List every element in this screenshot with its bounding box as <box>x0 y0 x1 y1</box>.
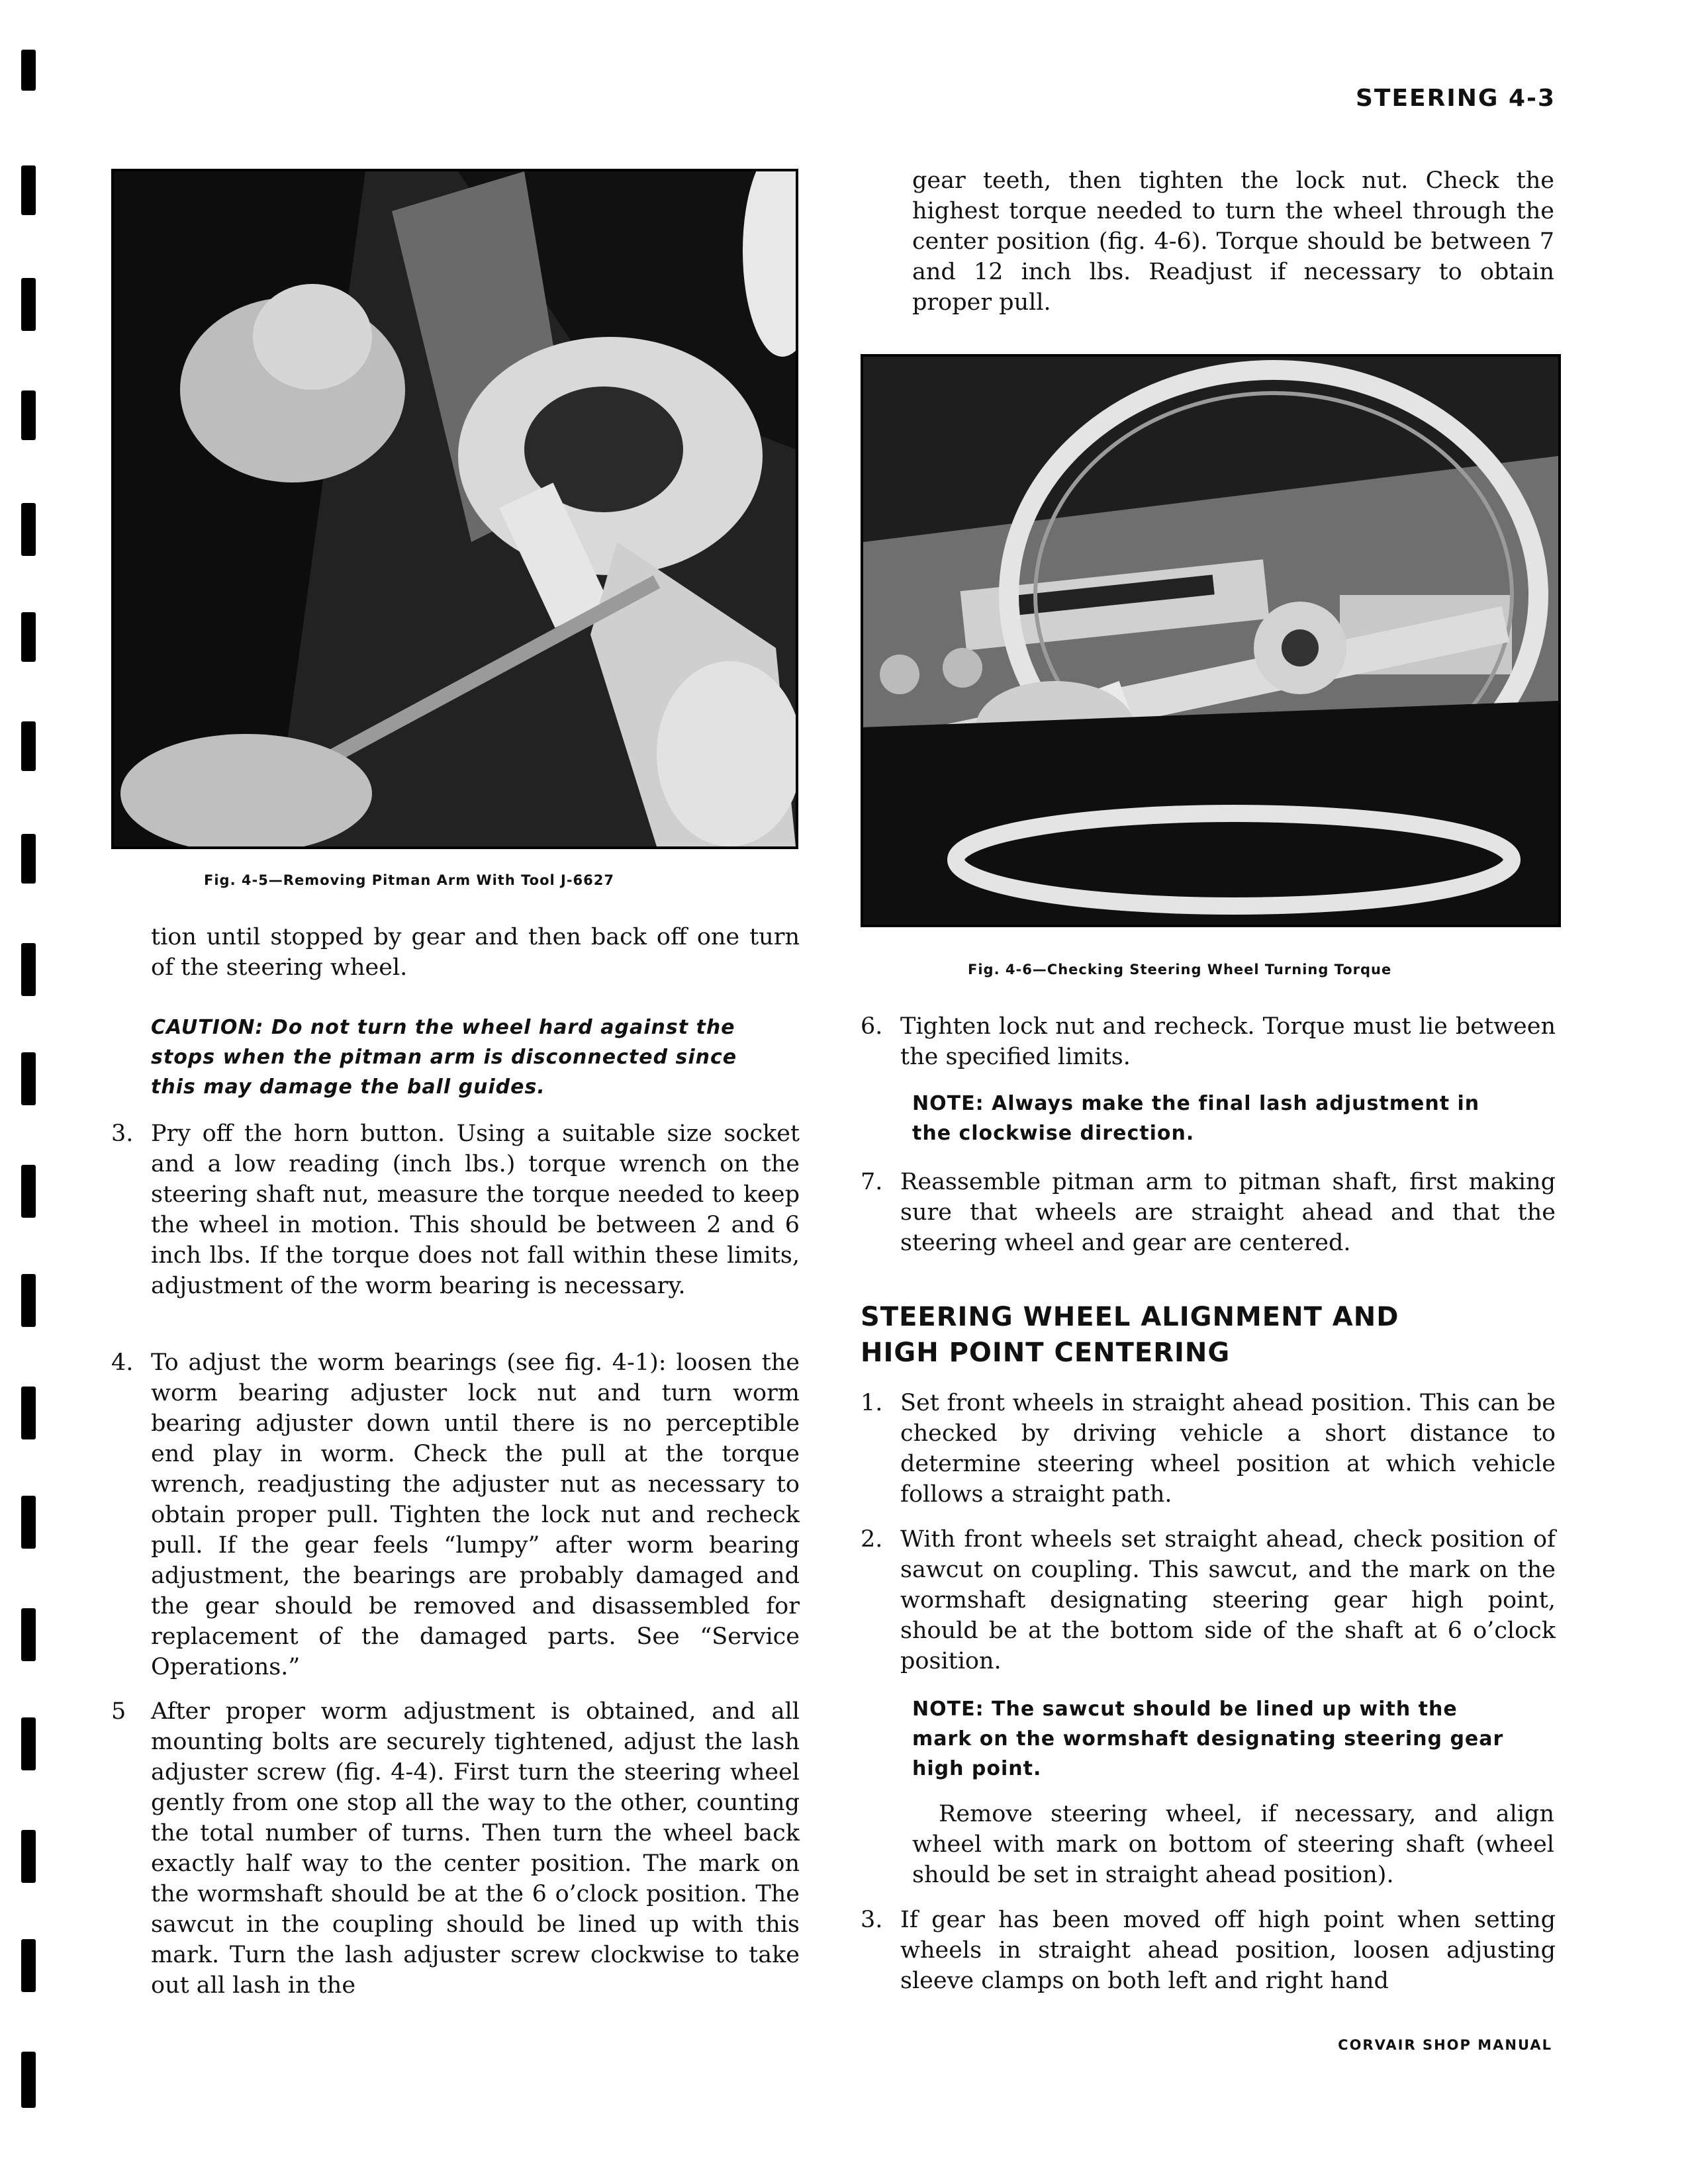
step-number: 6. <box>861 1013 883 1040</box>
binder-mark <box>21 1608 36 1661</box>
binder-mark <box>21 612 36 662</box>
continuation-text: gear teeth, then tighten the lock nut. Check the highest torque needed to turn the wheel through the center position (fig. 4-6). Torque should be between 7 and 12 inch lbs. Readjust if necessary to obtain proper pull. <box>912 167 1554 316</box>
binder-mark <box>21 2052 36 2108</box>
binder-mark <box>21 1830 36 1883</box>
binder-mark <box>21 50 36 91</box>
list-item <box>861 1167 1556 1258</box>
list-item <box>111 1696 800 2001</box>
binder-mark <box>21 278 36 331</box>
list-item <box>861 1905 1556 1996</box>
step-number: 3. <box>111 1120 134 1147</box>
list-item <box>111 1347 800 1682</box>
left-column <box>111 922 800 983</box>
intro-continuation: tion until stopped by gear and then back off one turn of the steering wheel. <box>151 924 800 981</box>
note-text: NOTE: Always make the final lash adjustment in the clockwise direction. <box>912 1092 1480 1145</box>
page-footer: CORVAIR SHOP MANUAL <box>1338 2037 1552 2053</box>
binder-mark <box>21 1387 36 1439</box>
binder-mark <box>21 165 36 215</box>
binder-mark <box>21 834 36 884</box>
step-number: 2. <box>861 1526 883 1553</box>
binder-mark <box>21 1496 36 1549</box>
figure-4-5-caption: Fig. 4-5—Removing Pitman Arm With Tool J-6627 <box>204 872 614 888</box>
binder-mark <box>21 1165 36 1218</box>
list-item <box>861 1524 1556 1676</box>
binder-mark <box>21 1939 36 1992</box>
step-number: 1. <box>861 1390 883 1416</box>
caution-text: CAUTION: Do not turn the wheel hard against the stops when the pitman arm is disconnected since this may damage the ball guides. <box>151 1016 737 1099</box>
step-text: With front wheels set straight ahead, check position of sawcut on coupling. This sawcut, and the mark on the wormshaft designating steering gear high point, should be at the bottom side of the shaft at 6 o’clock position. <box>900 1526 1556 1674</box>
step-number: 4. <box>111 1349 134 1376</box>
section-heading-line: HIGH POINT CENTERING <box>861 1338 1231 1368</box>
step-text: Tighten lock nut and recheck. Torque must lie between the specified limits. <box>900 1013 1556 1070</box>
remove-wheel-paragraph <box>912 1799 1554 1890</box>
step-text: To adjust the worm bearings (see fig. 4-1): loosen the worm bearing adjuster lock nut and turn worm bearing adjuster down until there is no perceptible end play in worm. Check the pull at the torque wrench, readjusting the adjuster nut as necessary to obtain proper pull. Tighten the lock nut and recheck pull. If the gear feels “lumpy” after worm bearing adjustment, the bearings are probably damaged and the gear should be removed and disassembled for replacement of the damaged parts. See “Service Operations.” <box>151 1349 800 1680</box>
right-column-continuation <box>912 165 1554 318</box>
list-item <box>111 1118 800 1301</box>
note-block <box>912 1089 1521 1148</box>
binder-mark <box>21 1274 36 1327</box>
step-number: 7. <box>861 1169 883 1195</box>
step-number: 3. <box>861 1907 883 1933</box>
step-text: If gear has been moved off high point when setting wheels in straight ahead position, loosen adjusting sleeve clamps on both left and right hand <box>900 1907 1556 1994</box>
step-number: 5 <box>111 1698 126 1725</box>
section-heading-line: STEERING WHEEL ALIGNMENT AND <box>861 1302 1399 1332</box>
figure-4-6-photo <box>861 354 1561 927</box>
binder-mark <box>21 1052 36 1105</box>
page-header: STEERING 4-3 <box>1355 85 1556 112</box>
binder-mark <box>21 390 36 440</box>
step-text: Pry off the horn button. Using a suitable size socket and a low reading (inch lbs.) torque wrench on the steering shaft nut, measure the torque needed to keep the wheel in motion. This should be between 2 and 6 inch lbs. If the torque does not fall within these limits, adjustment of the worm bearing is necessary. <box>151 1120 800 1299</box>
figure-4-6-caption: Fig. 4-6—Checking Steering Wheel Turning Torque <box>968 962 1392 978</box>
paragraph-text: Remove steering wheel, if necessary, and align wheel with mark on bottom of steering shaft (wheel should be set in straight ahead position). <box>912 1801 1554 1888</box>
list-item <box>861 1388 1556 1510</box>
binder-mark <box>21 503 36 556</box>
list-item <box>861 1011 1556 1072</box>
step-text: Set front wheels in straight ahead position. This can be checked by driving vehicle a short distance to determine steering wheel position at which vehicle follows a straight path. <box>900 1390 1556 1508</box>
step-text: After proper worm adjustment is obtained, and all mounting bolts are securely tightened, adjust the lash adjuster screw (fig. 4-4). First turn the steering wheel gently from one stop all the way to the other, counting the total number of turns. Then turn the wheel back exactly half way to the center position. The mark on the wormshaft should be at the 6 o’clock position. The sawcut in the coupling should be lined up with this mark. Turn the lash adjuster screw clockwise to take out all lash in the <box>151 1698 800 1999</box>
note-text: NOTE: The sawcut should be lined up with the mark on the wormshaft designating steering gear high point. <box>912 1698 1504 1780</box>
binder-mark <box>21 943 36 996</box>
caution-block <box>151 1013 747 1102</box>
binder-mark <box>21 1717 36 1770</box>
figure-4-5-photo <box>111 169 798 849</box>
note-block <box>912 1694 1521 1784</box>
section-heading <box>861 1299 1399 1371</box>
step-text: Reassemble pitman arm to pitman shaft, first making sure that wheels are straight ahead and that the steering wheel and gear are centered. <box>900 1169 1556 1256</box>
binder-mark <box>21 721 36 771</box>
